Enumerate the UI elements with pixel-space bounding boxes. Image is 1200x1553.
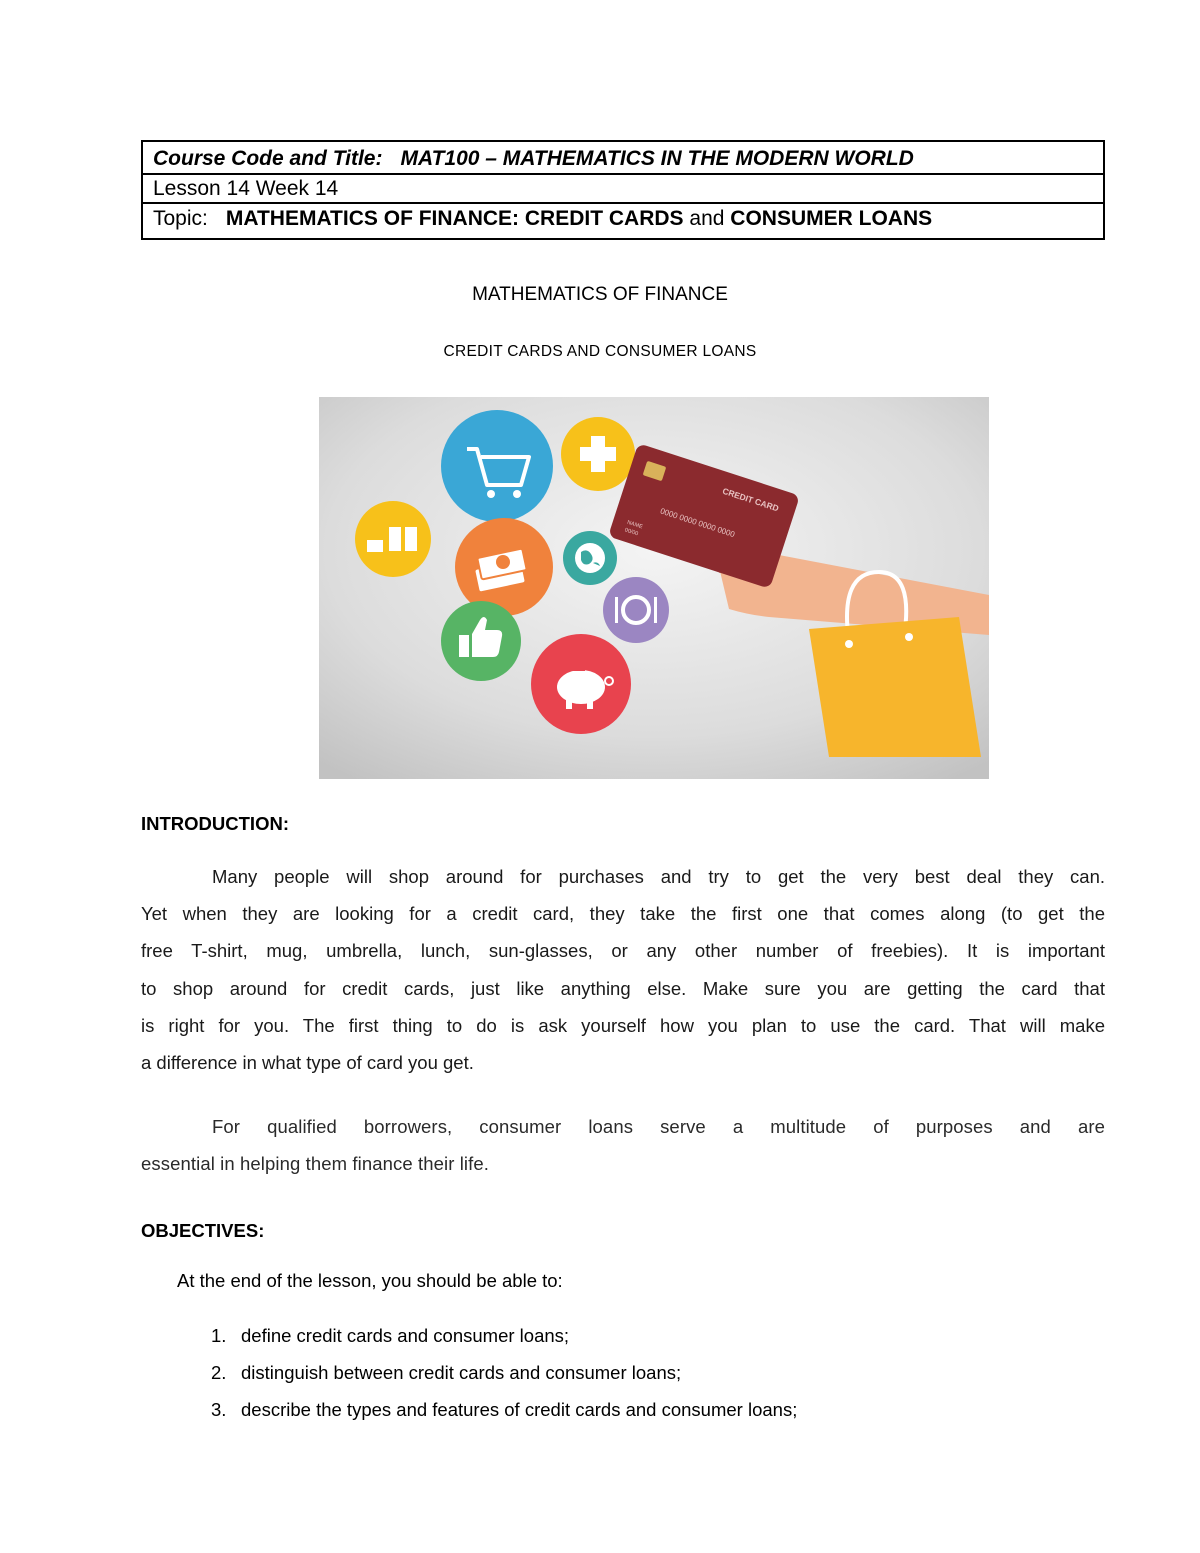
sub-title: CREDIT CARDS AND CONSUMER LOANS [443,343,757,360]
para2-line: essential in helping them finance their life. [141,1153,489,1175]
para1-line: to shop around for credit cards, just like anything else. Make sure you are getting the card that [141,977,1105,999]
course-label: Course Code and Title: [153,147,383,170]
course-header-table [141,140,1105,240]
topic-label: Topic: [153,207,208,230]
piggy-bank-icon [531,634,631,734]
para1-line: a difference in what type of card you get. [141,1052,474,1074]
para1-line: Yet when they are looking for a credit card, they take the first one that comes along (to get the [141,903,1105,925]
course-row [143,142,1103,175]
lesson-text: Lesson 14 Week 14 [153,177,339,200]
objective-item [211,1397,797,1434]
shopping-cart-icon [441,410,553,522]
globe-icon [563,531,617,585]
gift-icon [355,501,431,577]
card-title: CREDIT CARD [721,485,781,514]
credit-card-illustration [319,397,989,779]
card-date: 00/00 [623,527,639,538]
main-title: MATHEMATICS OF FINANCE [472,284,728,305]
introduction-paragraph-2 [141,1108,1105,1182]
para1-line: free T-shirt, mug, umbrella, lunch, sun-glasses, or any other number of freebies). It is important [141,940,1105,962]
topic-part1: MATHEMATICS OF FINANCE: CREDIT CARDS [225,207,684,230]
card-number: 0000 0000 0000 0000 [659,506,736,540]
topic-and: and [683,207,731,230]
objective-text: distinguish between credit cards and consumer loans; [241,1362,682,1383]
objective-number: 1. [211,1325,227,1346]
introduction-heading: INTRODUCTION: [141,813,289,834]
objectives-heading: OBJECTIVES: [141,1220,265,1241]
introduction-paragraph-1 [141,858,1105,1081]
dinner-plate-icon [603,577,669,643]
course-value: MAT100 – MATHEMATICS IN THE MODERN WORLD [400,147,914,170]
objective-item [211,1323,797,1360]
objectives-lead: At the end of the lesson, you should be able to: [177,1270,563,1291]
objective-text: define credit cards and consumer loans; [241,1325,570,1346]
objective-number: 3. [211,1399,227,1420]
para1-line: Many people will shop around for purchases and try to get the very best deal they can. [212,866,1105,887]
card-name: NAME [626,519,644,531]
thumbs-up-icon [441,601,521,681]
plus-icon [561,417,635,491]
objective-number: 2. [211,1362,227,1383]
para2-line: For qualified borrowers, consumer loans serve a multitude of purposes and are [212,1116,1105,1137]
objectives-list [211,1323,797,1434]
objective-text: describe the types and features of credit cards and consumer loans; [241,1399,798,1420]
lesson-row [143,175,1103,204]
money-icon [455,518,553,616]
para1-line: is right for you. The first thing to do is ask yourself how you plan to use the card. That will make [141,1014,1105,1036]
objective-item [211,1360,797,1397]
topic-row [143,204,1103,240]
topic-part2: CONSUMER LOANS [730,207,933,230]
